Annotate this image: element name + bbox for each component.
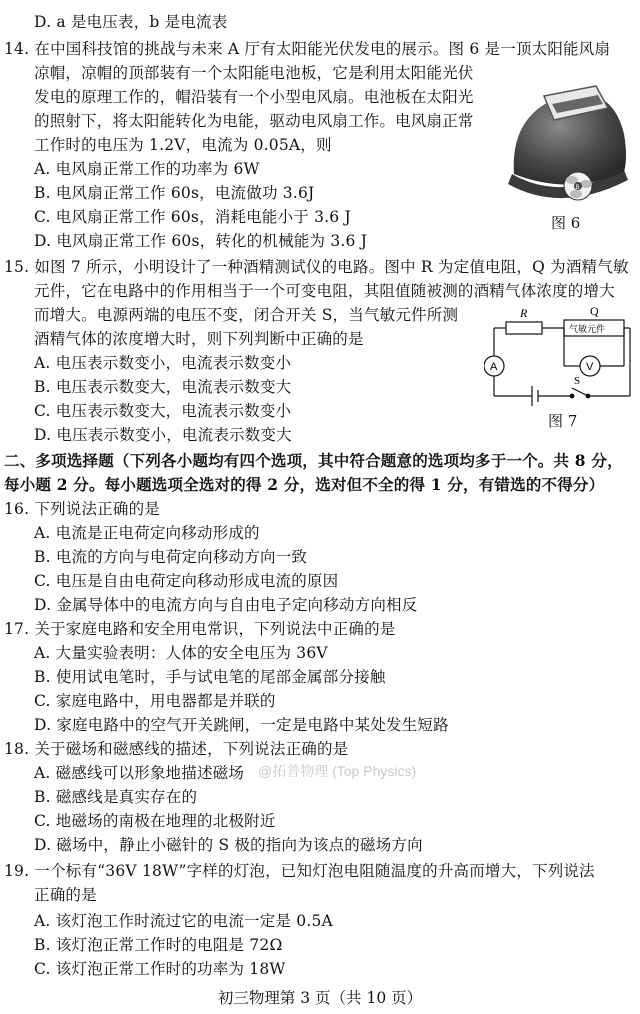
text-line: D. 家庭电路中的空气开关跳闸，一定是电路中某处发生短路	[34, 716, 449, 734]
text-line: B. 电压表示数变大，电流表示数变大	[34, 378, 292, 396]
text-line: 每小题 2 分。每小题选项全选对的得 2 分，选对但不全的得 1 分，有错选的不得分）	[4, 475, 605, 494]
text-line: B. 电流的方向与电荷定向移动方向一致	[34, 548, 308, 566]
text-line: C. 家庭电路中，用电器都是并联的	[34, 692, 276, 710]
text-line: 正确的是	[34, 886, 97, 904]
text-line: D. a 是电压表，b 是电流表	[34, 13, 228, 31]
resistor-r	[506, 322, 542, 334]
text-line: 18. 关于磁场和磁感线的描述，下列说法正确的是	[4, 740, 349, 758]
switch-label: S	[574, 375, 581, 387]
text-line: A. 电风扇正常工作的功率为 6W	[34, 160, 260, 178]
text-line: 17. 关于家庭电路和安全用电常识，下列说法中正确的是	[4, 620, 396, 638]
text-line: 二、多项选择题（下列各小题均有四个选项，其中符合题意的选项均多于一个。共 8 分，	[4, 451, 623, 470]
solar-cap-image	[500, 74, 634, 208]
text-line: A. 该灯泡工作时流过它的电流一定是 0.5A	[34, 912, 333, 930]
text-line: 工作时的电压为 1.2V，电流为 0.05A，则	[34, 136, 332, 154]
page-footer: 初三物理第 3 页（共 10 页）	[217, 989, 423, 1007]
text-line: C. 电压表示数变大，电流表示数变小	[34, 402, 292, 420]
figure-7-caption: 图 7	[548, 412, 578, 430]
text-line: 14. 在中国科技馆的挑战与未来 A 厅有太阳能光伏发电的展示。图 6 是一顶太阳能风扇	[4, 40, 611, 58]
text-line: C. 电风扇正常工作 60s，消耗电能小于 3.6 J	[34, 208, 351, 226]
ammeter-label: A	[490, 361, 498, 373]
text-line: D. 电风扇正常工作 60s，转化的机械能为 3.6 J	[34, 232, 368, 250]
text-line: 而增大。电源两端的电压不变，闭合开关 S，当气敏元件所测	[34, 306, 459, 324]
circuit-diagram	[484, 304, 634, 410]
sensor-label: 气敏元件	[569, 325, 606, 335]
text-line: D. 磁场中，静止小磁针的 S 极的指向为该点的磁场方向	[34, 836, 423, 854]
text-line: C. 电压是自由电荷定向移动形成电流的原因	[34, 572, 339, 590]
text-line: C. 该灯泡正常工作时的功率为 18W	[34, 960, 286, 978]
text-line: A. 电压表示数变小，电流表示数变小	[34, 354, 292, 372]
text-line: B. 电风扇正常工作 60s，电流做功 3.6J	[34, 184, 315, 202]
figure-6-caption: 图 6	[551, 214, 581, 232]
text-line: A. 大量实验表明：人体的安全电压为 36V	[34, 644, 328, 662]
text-line: C. 地磁场的南极在地理的北极附近	[34, 812, 276, 830]
text-line: 16. 下列说法正确的是	[4, 500, 160, 518]
text-line: D. 金属导体中的电流方向与自由电子定向移动方向相反	[34, 596, 418, 614]
text-line: A. 磁感线可以形象地描述磁场	[34, 764, 245, 782]
text-line: 凉帽，凉帽的顶部装有一个太阳能电池板，它是利用太阳能光伏	[34, 64, 474, 82]
text-line: 19. 一个标有“36V 18W”字样的灯泡，已知灯泡电阻随温度的升高而增大，下列说法	[4, 862, 595, 880]
text-line: 元件，它在电路中的作用相当于一个可变电阻，其阻值随被测的酒精气体浓度的增大	[34, 282, 615, 300]
text-line: 15. 如图 7 所示，小明设计了一种酒精测试仪的电路。图中 R 为定值电阻，Q 为酒精气敏	[4, 258, 629, 276]
text-line: B. 磁感线是真实存在的	[34, 788, 198, 806]
text-line: B. 使用试电笔时，手与试电笔的尾部金属部分接触	[34, 668, 386, 686]
figure-6-solar-fan-cap	[500, 74, 634, 208]
figure-7-circuit	[484, 304, 634, 410]
text-line: A. 电流是正电荷定向移动形成的	[34, 524, 260, 542]
voltmeter-label: V	[586, 361, 594, 373]
text-line: 发电的原理工作的，帽沿装有一个小型电风扇。电池板在太阳光	[34, 88, 474, 106]
q-label: Q	[590, 304, 599, 318]
resistor-label: R	[520, 306, 528, 320]
fan-label: B	[575, 185, 580, 191]
watermark: @拓普物理 (Top Physics)	[258, 763, 417, 779]
text-line: D. 电压表示数变小，电流表示数变大	[34, 426, 292, 444]
text-line: 的照射下，将太阳能转化为电能，驱动电风扇工作。电风扇正常	[34, 112, 474, 130]
text-line: B. 该灯泡正常工作时的电阻是 72Ω	[34, 936, 283, 954]
text-line: 酒精气体的浓度增大时，则下列判断中正确的是	[34, 330, 364, 348]
